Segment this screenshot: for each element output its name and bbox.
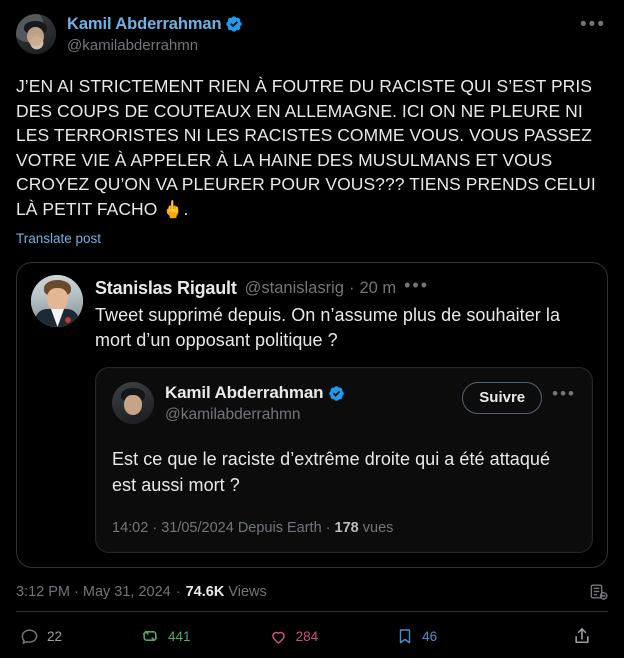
- embedded-author-block: [165, 382, 462, 424]
- verified-badge-icon: [225, 15, 243, 33]
- post-text-main: J’EN AI STRICTEMENT RIEN À FOUTRE DU RACISTE QUI S’EST PRIS DES COUPS DE COUTEAUX EN ALLEMAGNE. ICI ON NE PLEURE NI LES TERRORISTES NI LES RACISTES COMME VOUS. VOUS PASSEZ VOTRE VIE À APPELER À LA HAINE DES MUSULMANS ET VOUS CROYEZ QU’ON VA PLEURER POUR VOUS??? TIENS PRENDS CELUI LÀ PETIT FACHO: [16, 76, 601, 219]
- quoted-post-header: [31, 275, 593, 353]
- quoted-post-card[interactable]: [16, 262, 608, 568]
- quoted-more-options-button[interactable]: •••: [404, 275, 430, 295]
- quoted-author-display-name[interactable]: Stanislas Rigault: [95, 278, 237, 298]
- quoted-time-ago: 20 m: [359, 279, 397, 297]
- embedded-meta-dot-2: ·: [325, 520, 331, 536]
- post-views-count: 74.6K: [185, 583, 225, 600]
- embedded-meta-source: Depuis Earth: [237, 520, 322, 536]
- bookmark-button[interactable]: [396, 627, 437, 645]
- embedded-more-options-button[interactable]: •••: [552, 384, 576, 403]
- post-text: [16, 74, 608, 222]
- embedded-author-name-row: [165, 382, 462, 404]
- quoted-author-block: [95, 275, 593, 353]
- embedded-meta-date: 31/05/2024: [161, 520, 234, 536]
- post-header: [16, 10, 608, 56]
- action-bar: [16, 612, 608, 646]
- embedded-meta-time: 14:02: [112, 520, 149, 536]
- embedded-post-text: Est ce que le raciste d’extrême droite qui a été attaqué est aussi mort ?: [112, 449, 551, 495]
- author-name-row: [67, 14, 570, 34]
- author-handle[interactable]: @kamilabderrahmn: [67, 37, 199, 54]
- embedded-header: [112, 382, 576, 424]
- like-button[interactable]: [269, 627, 319, 646]
- share-button[interactable]: [572, 626, 600, 646]
- avatar-face: [47, 288, 68, 311]
- embedded-post-meta: [112, 520, 576, 536]
- embedded-avatar: [112, 382, 154, 424]
- meta-separator-dot: ·: [175, 583, 181, 600]
- reply-count: 22: [47, 628, 63, 644]
- middle-finger-emoji: 🖕: [162, 199, 184, 219]
- embedded-author-handle: @kamilabderrahmn: [165, 406, 301, 423]
- post-text-tail: .: [183, 198, 189, 219]
- verified-badge-icon: [328, 385, 345, 402]
- author-names: [67, 14, 570, 56]
- quoted-avatar[interactable]: [31, 275, 83, 327]
- embedded-meta-views-count: 178: [334, 520, 359, 536]
- avatar[interactable]: [16, 14, 56, 54]
- reply-button[interactable]: [20, 627, 62, 646]
- avatar-face: [27, 27, 44, 46]
- avatar-face: [124, 395, 142, 415]
- post-meta-row: [16, 582, 608, 612]
- avatar-pin: [65, 317, 71, 323]
- quoted-author-name-row: [95, 275, 593, 301]
- analytics-icon[interactable]: [589, 582, 608, 601]
- post-views-label: Views: [228, 583, 267, 600]
- retweet-count: 441: [168, 628, 191, 644]
- quoted-separator-dot: ·: [348, 279, 355, 297]
- bookmark-count: 46: [422, 628, 438, 644]
- quoted-author-handle[interactable]: @stanislasrig: [244, 279, 344, 297]
- embedded-screenshot-card[interactable]: [95, 367, 593, 553]
- embedded-meta-views-label: vues: [362, 520, 394, 536]
- translate-post-link[interactable]: Translate post: [16, 231, 102, 246]
- retweet-button[interactable]: [140, 626, 191, 646]
- author-display-name[interactable]: Kamil Abderrahman: [67, 15, 222, 33]
- like-count: 284: [295, 628, 319, 644]
- follow-button[interactable]: Suivre: [462, 382, 542, 414]
- post-timestamp: 3:12 PM · May 31, 2024: [16, 583, 171, 600]
- post-more-options-button[interactable]: •••: [580, 14, 606, 35]
- post-views[interactable]: [186, 584, 267, 600]
- embedded-author-display-name: Kamil Abderrahman: [165, 383, 324, 402]
- embedded-meta-dot-1: ·: [152, 520, 158, 536]
- quoted-post-text: Tweet supprimé depuis. On n’assume plus de souhaiter la mort d’un opposant politique ?: [95, 305, 561, 350]
